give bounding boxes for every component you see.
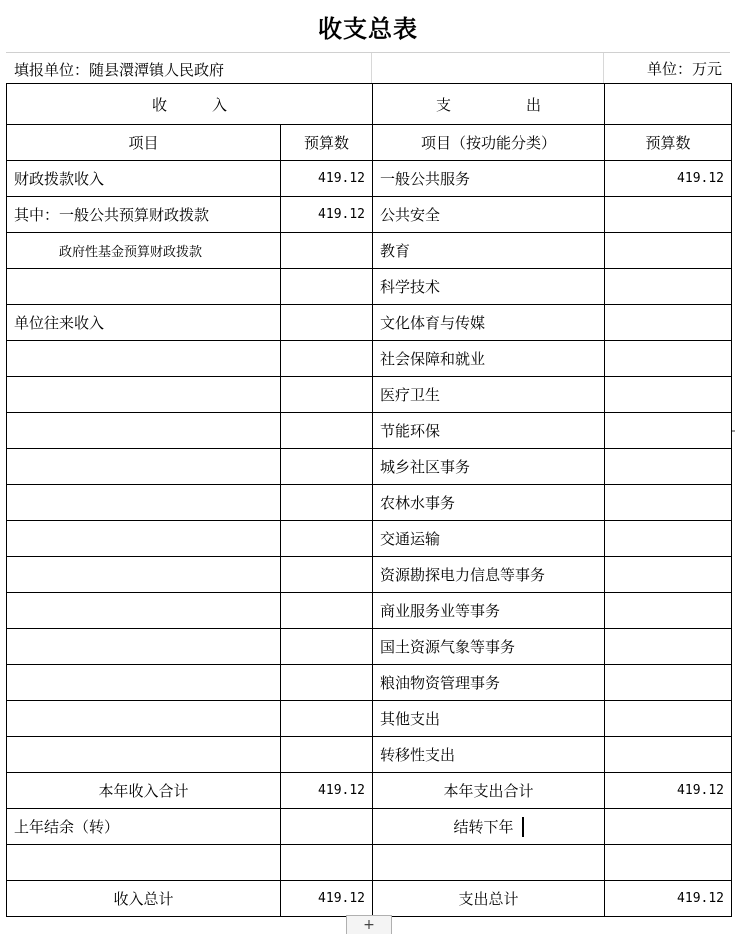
blank-cell[interactable]	[7, 845, 281, 881]
income-value[interactable]	[281, 557, 373, 593]
header-row-1	[7, 84, 732, 125]
expense-item[interactable]: 节能环保	[373, 413, 605, 449]
table-row	[7, 593, 732, 629]
income-value[interactable]	[281, 269, 373, 305]
income-header[interactable]: 收 入	[7, 84, 373, 125]
income-value[interactable]	[281, 737, 373, 773]
income-item[interactable]	[7, 701, 281, 737]
budget-header[interactable]: 预算数	[281, 125, 373, 161]
header-blank-cell[interactable]	[605, 84, 732, 125]
income-item[interactable]	[7, 449, 281, 485]
expense-item[interactable]: 资源勘探电力信息等事务	[373, 557, 605, 593]
income-value[interactable]	[281, 377, 373, 413]
income-item[interactable]	[7, 521, 281, 557]
income-value[interactable]	[281, 485, 373, 521]
year-expense-total-value[interactable]: 419.12	[605, 773, 732, 809]
expense-item[interactable]: 交通运输	[373, 521, 605, 557]
grand-expense-value[interactable]: 419.12	[605, 881, 732, 917]
unit-label[interactable]: 单位：万元	[646, 60, 722, 78]
text-cursor	[522, 817, 524, 837]
expense-value[interactable]	[605, 377, 732, 413]
expense-item[interactable]: 商业服务业等事务	[373, 593, 605, 629]
income-item[interactable]: 财政拨款收入	[7, 161, 281, 197]
meta-divider	[603, 53, 604, 83]
expense-value[interactable]	[605, 413, 732, 449]
income-value[interactable]	[281, 413, 373, 449]
expense-item[interactable]: 国土资源气象等事务	[373, 629, 605, 665]
expense-item[interactable]: 公共安全	[373, 197, 605, 233]
carry-in-value[interactable]	[281, 809, 373, 845]
income-value[interactable]	[281, 521, 373, 557]
grand-income-value[interactable]: 419.12	[281, 881, 373, 917]
income-value[interactable]	[281, 341, 373, 377]
expense-item[interactable]: 医疗卫生	[373, 377, 605, 413]
header-row-2	[7, 125, 732, 161]
expense-item[interactable]: 科学技术	[373, 269, 605, 305]
expense-item[interactable]: 转移性支出	[373, 737, 605, 773]
year-expense-total-label[interactable]: 本年支出合计	[373, 773, 605, 809]
expense-value[interactable]	[605, 593, 732, 629]
sheet-title: 收支总表	[318, 14, 418, 43]
income-item[interactable]: 单位往来收入	[7, 305, 281, 341]
income-value[interactable]: 419.12	[281, 197, 373, 233]
expense-item[interactable]: 教育	[373, 233, 605, 269]
grand-total-row	[7, 881, 732, 917]
expense-value[interactable]	[605, 629, 732, 665]
table-row	[7, 233, 732, 269]
reporting-unit[interactable]: 填报单位：随县澴潭镇人民政府	[14, 61, 225, 79]
item-func-header[interactable]: 项目（按功能分类）	[373, 125, 605, 161]
expense-value[interactable]	[605, 665, 732, 701]
meta-divider	[371, 53, 372, 83]
income-item[interactable]	[7, 413, 281, 449]
expense-value[interactable]	[605, 305, 732, 341]
income-item[interactable]	[7, 593, 281, 629]
income-value[interactable]: 419.12	[281, 161, 373, 197]
expense-value[interactable]	[605, 485, 732, 521]
table-row	[7, 737, 732, 773]
expense-item[interactable]: 粮油物资管理事务	[373, 665, 605, 701]
expense-value[interactable]	[605, 233, 732, 269]
grand-income-label[interactable]: 收入总计	[7, 881, 281, 917]
expense-value[interactable]: 419.12	[605, 161, 732, 197]
expense-value[interactable]	[605, 737, 732, 773]
expense-value[interactable]	[605, 449, 732, 485]
meta-row	[6, 52, 730, 84]
income-item[interactable]	[7, 629, 281, 665]
income-item[interactable]	[7, 485, 281, 521]
income-item[interactable]	[7, 341, 281, 377]
income-value[interactable]	[281, 449, 373, 485]
expense-item[interactable]: 农林水事务	[373, 485, 605, 521]
year-income-total-label[interactable]: 本年收入合计	[7, 773, 281, 809]
carry-out-value[interactable]	[605, 809, 732, 845]
table-row	[7, 413, 732, 449]
income-item[interactable]	[7, 269, 281, 305]
income-item[interactable]	[7, 557, 281, 593]
table-row	[7, 269, 732, 305]
table-row	[7, 341, 732, 377]
income-value[interactable]	[281, 629, 373, 665]
budget2-header[interactable]: 预算数	[605, 125, 732, 161]
expense-header[interactable]: 支 出	[373, 84, 605, 125]
income-value[interactable]	[281, 665, 373, 701]
income-value[interactable]	[281, 701, 373, 737]
table-row	[7, 665, 732, 701]
blank-cell[interactable]	[281, 845, 373, 881]
plus-icon: +	[363, 917, 375, 933]
table-row	[7, 485, 732, 521]
expense-value[interactable]	[605, 521, 732, 557]
income-item[interactable]	[7, 665, 281, 701]
table-row	[7, 521, 732, 557]
income-item[interactable]	[7, 737, 281, 773]
expense-value[interactable]	[605, 341, 732, 377]
table-row	[7, 701, 732, 737]
income-value[interactable]	[281, 593, 373, 629]
table-row	[7, 161, 732, 197]
income-value[interactable]	[281, 233, 373, 269]
blank-cell[interactable]	[605, 845, 732, 881]
income-item[interactable]	[7, 377, 281, 413]
carry-out-cell[interactable]	[373, 809, 605, 845]
income-value[interactable]	[281, 305, 373, 341]
add-sheet-button[interactable]	[346, 915, 392, 934]
table-row	[7, 377, 732, 413]
table-row	[7, 449, 732, 485]
carry-row	[7, 809, 732, 845]
table-row	[7, 197, 732, 233]
grand-expense-label[interactable]: 支出总计	[373, 881, 605, 917]
expense-item[interactable]: 社会保障和就业	[373, 341, 605, 377]
year-total-row	[7, 773, 732, 809]
table-row	[7, 629, 732, 665]
expense-value[interactable]	[605, 197, 732, 233]
item-header[interactable]: 项目	[7, 125, 281, 161]
blank-cell[interactable]	[373, 845, 605, 881]
expense-value[interactable]	[605, 557, 732, 593]
expense-item[interactable]: 其他支出	[373, 701, 605, 737]
year-income-total-value[interactable]: 419.12	[281, 773, 373, 809]
table-row	[7, 305, 732, 341]
income-item[interactable]: 其中：一般公共预算财政拨款	[7, 197, 281, 233]
carry-out-label: 结转下年	[453, 817, 514, 836]
table-row	[7, 845, 732, 881]
expense-value[interactable]	[605, 269, 732, 305]
expense-item[interactable]: 文化体育与传媒	[373, 305, 605, 341]
table-row	[7, 557, 732, 593]
budget-table	[6, 83, 732, 917]
expense-item[interactable]: 城乡社区事务	[373, 449, 605, 485]
expense-item[interactable]: 一般公共服务	[373, 161, 605, 197]
income-item[interactable]: 政府性基金预算财政拨款	[7, 233, 281, 269]
expense-value[interactable]	[605, 701, 732, 737]
carry-in-label[interactable]: 上年结余（转）	[7, 809, 281, 845]
